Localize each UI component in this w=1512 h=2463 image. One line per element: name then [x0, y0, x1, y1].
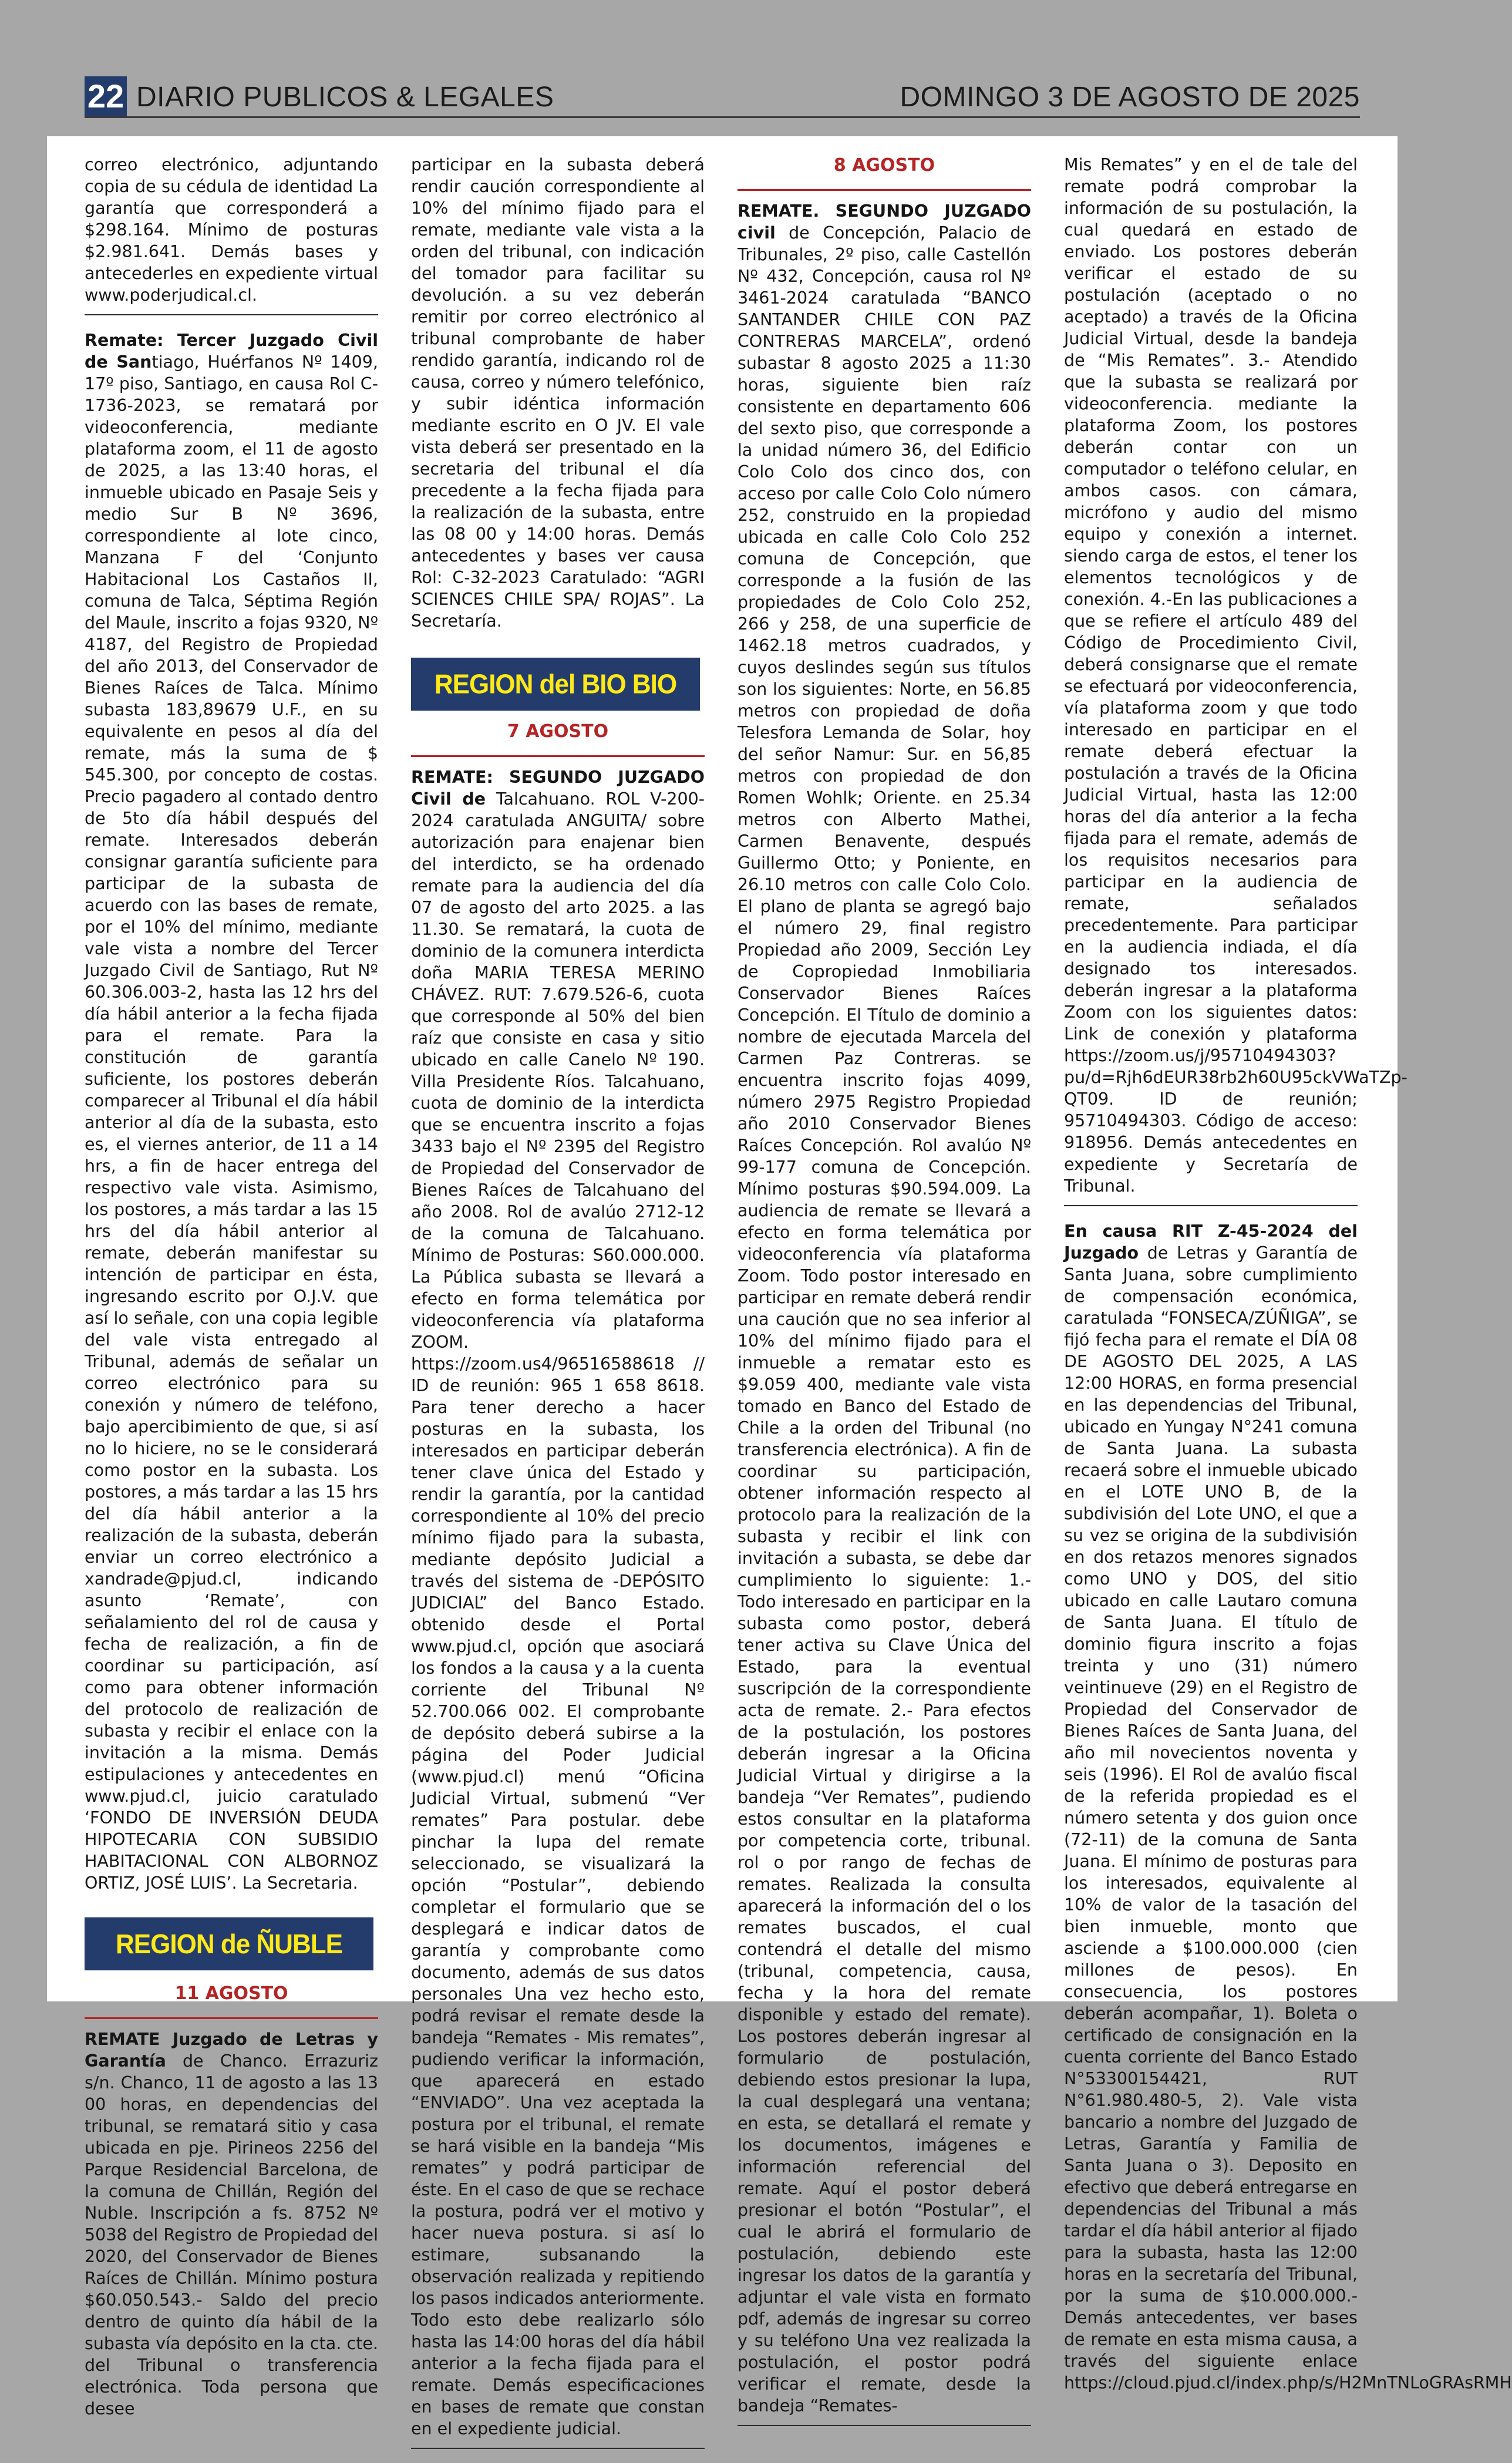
date-divider — [85, 2017, 378, 2019]
notice-body: de Concepción, Palacio de Tribunales, 2º piso, calle Castellón Nº 432, Concepción, causa rol Nº 3461-2024 caratulada “BANCO SANTANDER CHILE CON PAZ CONTRERAS MARCELA”, ordenó subastar 8 agosto 2025 a 11:30 horas, siguiente bien raíz consistente en departamento 606 del sexto piso, que corresponde a la unidad número 36, del Edificio Colo Colo dos cinco dos, con acceso por calle Colo Colo número 252, construido en la propiedad ubicada en calle Colo Colo 252 comuna de Concepción, que corresponde a la fusión de las propiedades de Colo Colo 252, 266 y 258, de una superficie de 1462.18 metros cuadrados, y cuyos deslindes según sus títulos son los siguientes: Norte, en 56.85 metros con propiedad de doña Telesfora Lemanda de Solar, hoy del señor Namur: Sur. en 56,85 metros con propiedad de don Romen Wohlk; Oriente. en 25.34 metros con Alberto Mathei, Carmen Benavente, después Guillermo Otto; y Poniente, en 26.10 metros con calle Colo Colo. El plano de planta se agregó bajo el número 29, final registro Propiedad año 2009, Sección Ley de Copropiedad Inmobiliaria Conservador Bienes Raíces Concepción. El Título de dominio a nombre de ejecutada Marcela del Carmen Paz Contreras. se encuentra inscrito fojas 4099, número 2975 Registro Propiedad año 2010 Conservador Bienes Raíces Concepción. Rol avalúo Nº 99-177 comuna de Concepción. Mínimo posturas $90.594.009. La audiencia de remate se llevará a efecto en forma telemática por videoconferencia vía plataforma Zoom. Todo postor interesado en participar en remate deberá rendir una caución que no sea inferior al 10% del mínimo fijado para el inmueble a rematar esto es $9.059 400, mediante vale vista tomado en Banco del Estado de Chile a la orden del Tribunal (no transferencia electrónica). A fin de coordinar su participación, obtener información respecto al protocolo para la realización de la subasta y recibir el link con invitación a subasta, se debe dar cumplimiento lo siguiente: 1.- Todo interesado en participar en la subasta como postor, deberá tener activa su Clave Única del Estado, para la eventual suscripción de la correspondiente acta de remate. 2.- Para efectos de la postulación, los postores deberán ingresar a la Oficina Judicial Virtual y dirigirse a la bandeja “Ver Remates”, pudiendo estos consultar en la plataforma por competencia corte, tribunal. rol o por rango de fechas de remates. Realizada la consulta aparecerá la información del o los remates buscados, el cual contendrá el detalle del mismo (tribunal, competencia, causa, fecha y la hora del remate disponible y estado del remate). Los postores deberán ingresar al formulario de postulación, debiendo estos presionar la lupa, la cual desplegará una ventana; en esta, se detallará el remate y los documentos, imágenes e información referencial del remate. Aquí el postor deberá presionar el botón “Postular”, el cual le abrirá el formulario de postulación, debiendo este ingresar los datos de la garantía y adjuntar el vale vista en formato pdf, además de ingresar su correo y su teléfono Una vez realizada la postulación, el postor podrá verificar el remate, desde la bandeja “Remates- — [738, 223, 1031, 2415]
notice-text — [738, 200, 1031, 2417]
notice-text: correo electrónico, adjuntando copia de su cédula de identidad La garantía que corresponderá a $298.164. Mínimo de posturas $2.981.641. Demás bases y antecederles en expediente virtual www.poderjudical.cl. — [85, 155, 378, 305]
column-1 — [85, 154, 378, 2420]
page-number: 22 — [85, 76, 127, 116]
notice-lead: REMATE Juzgado de Letras y Garantía — [85, 2030, 378, 2071]
date-heading: 8 AGOSTO — [833, 155, 935, 176]
notice-lead: Remate: Tercer Juzgado Civil de San — [85, 331, 378, 372]
notice-text — [1064, 1220, 1512, 2394]
date-divider — [738, 189, 1031, 191]
notice-divider — [411, 2448, 705, 2449]
region-banner-nuble: REGION de ÑUBLE — [85, 1917, 373, 1970]
date-divider — [411, 755, 705, 757]
notice-text: Mis Remates” y en el de tale del remate podrá comprobar la información de su postulación, la cual quedará en estado de enviado. Los postores deberán verificar el estado de su postulación (aceptado o no aceptado) a través de la Oficina Judicial Virtual, desde la bandeja de “Mis Remates”. 3.- Atendido que la subasta se realizará por videoconferencia. mediante la plataforma Zoom, los postores deberán contar con un computador o teléfono celular, en ambos casos. con cámara, micrófono y audio del mismo equipo y conexión a internet. siendo carga de estos, el tener los elementos tecnológicos y de conexión. 4.-En las publicaciones a que se refiere el artículo 489 del Código de Procedimiento Civil, deberá consignarse que el remate se efectuará por videoconferencia, vía plataforma zoom y que todo interesado en participar en el remate deberá efectuar la postulación a través de la Oficina Judicial Virtual, hasta las 12:00 horas del día anterior a la fecha fijada para el remate, además de los requisitos necesarios para participar en la audiencia de remate, señalados precedentemente. Para participar en la audiencia indiada, el día designado tos interesados. deberán ingresar a la plataforma Zoom con los siguientes datos: Link de conexión y plataforma https://zoom.us/j/95710494303?pu/d=Rjh6dEUR38rb2h60U95ckVWaTZp-QT09. ID de reunión; 95710494303. Código de acceso: 918956. Demás antecedentes en expediente y Secretaría de Tribunal. — [1064, 155, 1407, 1196]
content-sheet — [47, 136, 1512, 2438]
column-4 — [1064, 154, 1512, 2394]
notice-lead: En causa RIT Z-45-2024 del Juzgado — [1064, 1222, 1358, 1263]
page-header — [0, 0, 1401, 136]
publication-name: DIARIO PUBLICOS & LEGALES — [136, 82, 554, 113]
notice-body: tiago, Huérfanos Nº 1409, 17º piso, Santiago, en causa Rol C-1736-2023, se rematará por videoconferencia, mediante plataforma zoom, el 11 de agosto de 2025, a las 13:40 horas, el inmueble ubicado en Pasaje Seis y medio Sur B Nº 3696, correspondiente al lote cinco, Manzana F del ‘Conjunto Habitacional Los Castaños II, comuna de Talca, Séptima Región del Maule, inscrito a fojas 9320, Nº 4187, del Registro de Propiedad del año 2013, del Conservador de Bienes Raíces de Talca. Mínimo subasta 183,89679 U.F., en su equivalente en pesos al día del remate, más la suma de $ 545.300, por concepto de costas. Precio pagadero al contado dentro de 5to día hábil después del remate. Interesados deberán consignar garantía suficiente para participar de la subasta de acuerdo con las bases de remate, por el 10% del mínimo, mediante vale vista a nombre del Tercer Juzgado Civil de Santiago, Rut Nº 60.306.003-2, hasta las 12 hrs del día hábil anterior a la fecha fijada para el remate. Para la constitución de garantía suficiente, los postores deberán comparecer al Tribunal el día hábil anterior al día de la subasta, esto es, el viernes anterior, de 11 a 14 hrs, a fin de hacer entrega del respectivo vale vista. Asimismo, los postores, a más tardar a las 15 hrs del día hábil anterior al remate, deberán manifestar su intención de participar en ésta, ingresando escrito por O.J.V. que así lo señale, con una copia legible del vale vista entregado al Tribunal, además de señalar un correo electrónico para su conexión y número de teléfono, bajo apercibimiento de que, si así no lo hiciere, no se le considerará como postor en la subasta. Los postores, a más tardar a las 15 hrs del día hábil anterior a la realización de la subasta, deberán enviar un correo electrónico a xandrade@pjud.cl, indicando asunto ‘Remate’, con señalamiento del rol de causa y fecha de realización, a fin de coordinar su participación, así como para obtener información del protocolo de realización de subasta y recibir el enlace con la invitación a la misma. Demás estipulaciones y antecedentes en www.pjud.cl, juicio caratulado ‘FONDO DE INVERSIÓN DEUDA HIPOTECARIA CON SUBSIDIO HABITACIONAL CON ALBORNOZ ORTIZ, JOSÉ LUIS’. La Secretaria. — [85, 352, 378, 1893]
column-2 — [411, 154, 705, 2463]
publication-date: DOMINGO 3 DE AGOSTO DE 2025 — [900, 82, 1360, 113]
notice-text — [85, 2028, 378, 2420]
date-heading: 11 AGOSTO — [174, 1983, 288, 2004]
notice-text — [411, 766, 705, 2440]
notice-divider — [1064, 1205, 1358, 1206]
date-heading: 7 AGOSTO — [507, 721, 609, 742]
notice-body: Talcahuano. ROL V-200-2024 caratulada ANGUITA/ sobre autorización para enajenar bien del interdicto, se ha ordenado remate para la audiencia del día 07 de agosto del arto 2025. a las 11.30. Se rematará, la cuota de dominio de la comunera interdicta doña MARIA TERESA MERINO CHÁVEZ. RUT: 7.679.526-6, cuota que corresponde al 50% del bien raíz que consiste en casa y sitio ubicado en calle Canelo Nº 190. Villa Presidente Ríos. Talcahuano, cuota de dominio de la interdicta que se encuentra inscrito a fojas 3433 bajo el Nº 2395 del Registro de Propiedad del Conservador de Bienes Raíces de Talcahuano del año 2008. Rol de avalúo 2712-12 de la comuna de Talcahuano. Mínimo de Posturas: S60.000.000. La Pública subasta se llevará a efecto en forma telemática por videoconferencia vía plataforma ZOOM. https://zoom.us4/96516588618 // ID de reunión: 965 1 658 8618. Para tener derecho a hacer posturas en la subasta, los interesados en participar deberán tener clave única del Estado y rendir la garantía, por la cantidad correspondiente al 10% del precio mínimo fijado para la subasta, mediante depósito Judicial a través del sistema de -DEPÓSITO JUDICIAL” del Banco Estado. obtenido desde el Portal www.pjud.cl, opción que asociará los fondos a la causa y a la cuenta corriente del Tribunal Nº 52.700.066 002. El comprobante de depósito deberá subirse a la página del Poder Judicial (www.pjud.cl) menú “Oficina Judicial Virtual, submenú “Ver remates” Para postular. debe pinchar la lupa del remate seleccionado, se visualizará la opción “Postular”, debiendo completar el formulario que se desplegará e indicar datos de garantía y comprobante como documento, además de sus datos personales Una vez hecho esto, podrá revisar el remate desde la bandeja “Remates - Mis remates”, pudiendo verificar la información, que aparecerá en estado “ENVIADO”. Una vez aceptada la postura por el tribunal, el remate se hará visible en la bandeja “Mis remates” y podrá participar de éste. En el caso de que se rechace la postura, podrá ver el motivo y hacer nueva postura. si así lo estimare, subsanando la observación realizada y repitiendo los pasos indicados anteriormente. Todo esto debe realizarlo sólo hasta las 14:00 horas del día hábil anterior a la fecha fijada para el remate. Demás especificaciones en bases de remate que constan en el expediente judicial. — [411, 789, 705, 2438]
notice-divider — [85, 314, 378, 315]
region-banner-biobio: REGION del BIO BIO — [411, 658, 700, 711]
header-divider — [85, 116, 1360, 118]
column-3 — [738, 154, 1031, 2440]
notice-lead: REMATE. SEGUNDO JUZGADO civil — [738, 201, 1031, 243]
notice-divider — [738, 2425, 1031, 2426]
notice-text — [85, 329, 378, 1894]
notice-body: de Letras y Garantía de Santa Juana, sobre cumplimiento de compensación económica, caratulada “FONSECA/ZÚÑIGA”, se fijó fecha para el remate el DÍA 08 DE AGOSTO DEL 2025, A LAS 12:00 HORAS, en forma presencial en las dependencias del Tribunal, ubicado en Yungay N°241 comuna de Santa Juana. La subasta recaerá sobre el inmueble ubicado en el LOTE UNO B, de la subdivisión del Lote UNO, el que a su vez se origina de la subdivisión en dos retazos menores signados como UNO y DOS, del sitio ubicado en calle Lautaro comuna de Santa Juana. El título de dominio figura inscrito a fojas treinta y uno (31) número veintinueve (29) en el Registro de Propiedad del Conservador de Bienes Raíces de Santa Juana, del año mil novecientos noventa y seis (1996). El Rol de avalúo fiscal de la referida propiedad es el número setenta y dos guion once (72-11) de la comuna de Santa Juana. El mínimo de posturas para los interesados, equivalente al 10% de valor de la tasación del bien inmueble, monto que asciende a $100.000.000 (cien millones de pesos). En consecuencia, los postores deberán acompañar, 1). Boleta o certificado de consignación en la cuenta corriente del Banco Estado N°53300154421, RUT N°61.980.480-5, 2). Vale vista bancario a nombre del Juzgado de Letras, Garantía y Familia de Santa Juana o 3). Deposito en efectivo que deberá entregarse en dependencias del Tribunal a más tardar el día hábil anterior al fijado para la subasta, hasta las 12:00 horas en la secretaría del Tribunal, por la suma de $10.000.000.- Demás antecedentes, ver bases de remate en esta misma causa, a través del siguiente enlace https://cloud.pjud.cl/index.php/s/H2MnTNLoGRAsRMH — [1064, 1243, 1512, 2393]
notice-body: de Chanco. Errazuriz s/n. Chanco, 11 de agosto a las 13 00 horas, en dependencias del tribunal, se rematará sitio y casa ubicada en pje. Pirineos 2256 del Parque Residencial Barcelona, de la comuna de Chillán, Región del Nuble. Inscripción a fs. 8752 Nº 5038 del Registro de Propiedad del 2020, del Conservador de Bienes Raíces de Chillán. Mínimo postura $60.050.543.- Saldo del precio dentro de quinto día hábil de la subasta vía depósito en la cta. cte. del Tribunal o transferencia electrónica. Toda persona que desee — [85, 2051, 378, 2418]
notice-text: participar en la subasta deberá rendir caución correspondiente al 10% del mínimo fijado para el remate, mediante vale vista a la orden del tribunal, con indicación del tomador para facilitar su devolución. a su vez deberán remitir por correo electrónico al tribunal comprobante de haber rendido garantía, indicando rol de causa, correo y número telefónico, y subir idéntica información mediante escrito en O JV. El vale vista deberá ser presentado en la secretaria del tribunal el día precedente a la fecha fijada para la realización de la subasta, entre las 08 00 y 14:00 horas. Demás antecedentes y bases ver causa Rol: C-32-2023 Caratulado: “AGRI SCIENCES CHILE SPA/ ROJAS”. La Secretaría. — [411, 155, 705, 631]
notice-lead: REMATE: SEGUNDO JUZGADO Civil de — [411, 768, 705, 809]
